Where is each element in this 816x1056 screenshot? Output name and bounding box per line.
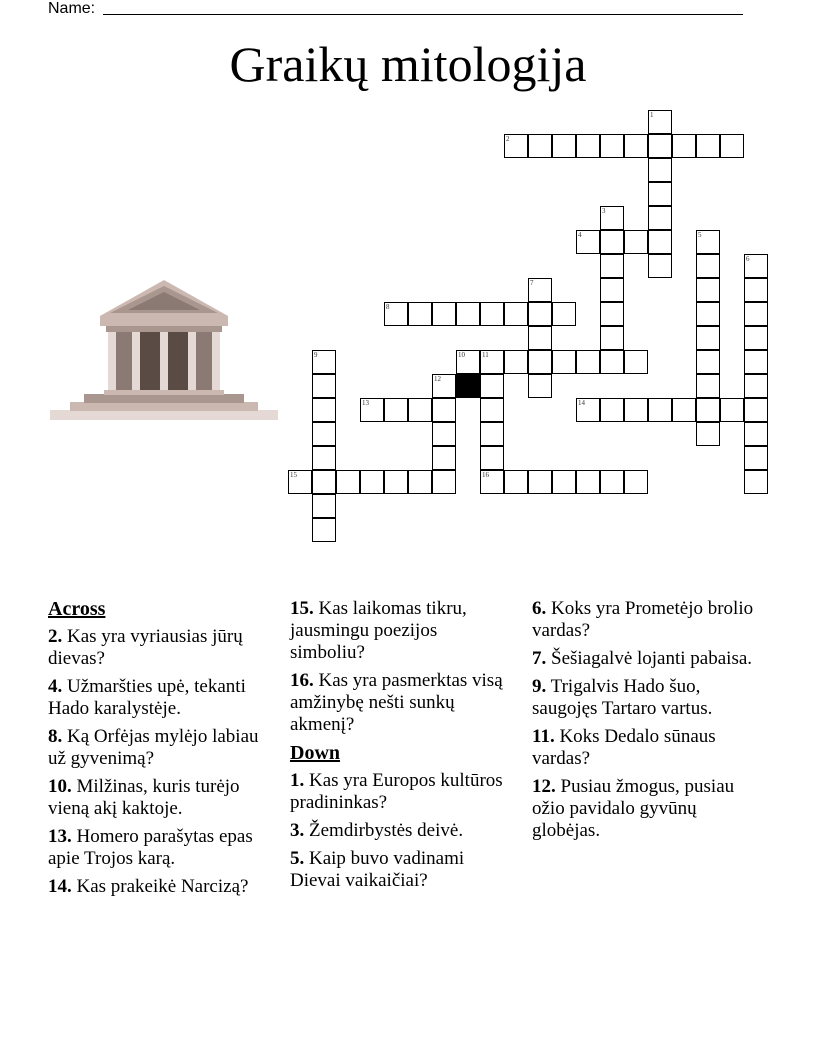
grid-cell[interactable] bbox=[504, 134, 528, 158]
grid-cell[interactable] bbox=[528, 350, 552, 374]
grid-cell[interactable] bbox=[408, 470, 432, 494]
grid-cell[interactable] bbox=[384, 470, 408, 494]
grid-cell[interactable] bbox=[528, 278, 552, 302]
grid-cell[interactable] bbox=[312, 470, 336, 494]
grid-cell[interactable] bbox=[480, 374, 504, 398]
clue-down-1: 1. Kas yra Europos kultūros pradininkas? bbox=[290, 770, 503, 813]
grid-cell[interactable] bbox=[648, 158, 672, 182]
grid-cell[interactable] bbox=[384, 398, 408, 422]
grid-cell[interactable] bbox=[648, 398, 672, 422]
grid-cell[interactable] bbox=[336, 470, 360, 494]
grid-cell[interactable] bbox=[312, 350, 336, 374]
grid-cell[interactable] bbox=[744, 398, 768, 422]
grid-cell[interactable] bbox=[480, 398, 504, 422]
clue-down-11: 11. Koks Dedalo sūnaus vardas? bbox=[532, 726, 716, 769]
grid-cell[interactable] bbox=[504, 302, 528, 326]
clues-column-2 bbox=[290, 598, 516, 898]
grid-cell[interactable] bbox=[648, 110, 672, 134]
grid-cell[interactable] bbox=[624, 398, 648, 422]
grid-cell[interactable] bbox=[648, 206, 672, 230]
clue-across-10: 10. Milžinas, kuris turėjo vieną akį kaktoje. bbox=[48, 776, 240, 819]
grid-cell[interactable] bbox=[696, 230, 720, 254]
clue-down-7: 7. Šešiagalvė lojanti pabaisa. bbox=[532, 648, 753, 669]
grid-cell[interactable] bbox=[648, 182, 672, 206]
grid-cell[interactable] bbox=[432, 446, 456, 470]
grid-cell[interactable] bbox=[600, 134, 624, 158]
grid-cell[interactable] bbox=[360, 398, 384, 422]
grid-cell[interactable] bbox=[600, 326, 624, 350]
grid-cell[interactable] bbox=[456, 302, 480, 326]
grid-cell[interactable] bbox=[480, 422, 504, 446]
clue-down-12: 12. Pusiau žmogus, pusiau ožio pavidalo gyvūnų globėjas. bbox=[532, 776, 735, 841]
grid-number: 16 bbox=[482, 471, 489, 479]
grid-cell[interactable] bbox=[696, 278, 720, 302]
grid-cell[interactable] bbox=[528, 374, 552, 398]
grid-cell[interactable] bbox=[456, 350, 480, 374]
grid-cell[interactable] bbox=[312, 398, 336, 422]
grid-cell[interactable] bbox=[600, 206, 624, 230]
grid-cell[interactable] bbox=[408, 302, 432, 326]
clue-down-9: 9. Trigalvis Hado šuo, saugojęs Tartaro vartus. bbox=[532, 676, 713, 719]
grid-cell[interactable] bbox=[432, 374, 456, 398]
grid-cell[interactable] bbox=[744, 470, 768, 494]
grid-cell[interactable] bbox=[504, 350, 528, 374]
clue-across-16: 16. Kas yra pasmerktas visą amžinybę nešti sunkų akmenį? bbox=[290, 670, 503, 735]
grid-cell[interactable] bbox=[480, 446, 504, 470]
grid-cell[interactable] bbox=[576, 134, 600, 158]
grid-cell[interactable] bbox=[312, 494, 336, 518]
grid-cell[interactable] bbox=[720, 134, 744, 158]
grid-cell[interactable] bbox=[696, 302, 720, 326]
grid-cell[interactable] bbox=[576, 470, 600, 494]
grid-cell[interactable] bbox=[744, 374, 768, 398]
grid-cell[interactable] bbox=[552, 302, 576, 326]
grid-cell[interactable] bbox=[744, 446, 768, 470]
grid-cell[interactable] bbox=[672, 134, 696, 158]
grid-cell[interactable] bbox=[528, 134, 552, 158]
grid-cell[interactable] bbox=[312, 518, 336, 542]
grid-number: 10 bbox=[458, 351, 465, 359]
grid-cell[interactable] bbox=[408, 398, 432, 422]
grid-cell[interactable] bbox=[600, 398, 624, 422]
grid-cell[interactable] bbox=[648, 254, 672, 278]
grid-cell[interactable] bbox=[696, 422, 720, 446]
across-heading: Across bbox=[48, 598, 106, 620]
clue-across-8: 8. Ką Orfėjas mylėjo labiau už gyvenimą? bbox=[48, 726, 259, 769]
grid-cell[interactable] bbox=[528, 470, 552, 494]
grid-cell[interactable] bbox=[528, 326, 552, 350]
grid-cell[interactable] bbox=[576, 398, 600, 422]
grid-cell[interactable] bbox=[600, 302, 624, 326]
grid-number: 3 bbox=[602, 207, 606, 215]
grid-cell[interactable] bbox=[600, 230, 624, 254]
grid-cell[interactable] bbox=[696, 350, 720, 374]
down-heading: Down bbox=[290, 742, 341, 764]
grid-cell[interactable] bbox=[528, 302, 552, 326]
grid-cell[interactable] bbox=[600, 470, 624, 494]
grid-black-square bbox=[456, 374, 480, 398]
clues-column-3 bbox=[532, 598, 768, 848]
grid-cell[interactable] bbox=[312, 446, 336, 470]
grid-number: 9 bbox=[314, 351, 318, 359]
grid-cell[interactable] bbox=[432, 302, 456, 326]
clue-across-4: 4. Užmaršties upė, tekanti Hado karalystėje. bbox=[48, 676, 246, 719]
grid-cell[interactable] bbox=[480, 350, 504, 374]
clue-down-3: 3. Žemdirbystės deivė. bbox=[290, 820, 464, 841]
clue-down-6: 6. Koks yra Prometėjo brolio vardas? bbox=[532, 598, 754, 641]
clue-across-15: 15. Kas laikomas tikru, jausmingu poezijos simboliu? bbox=[290, 598, 467, 663]
page-title: Graikų mitologija bbox=[229, 36, 587, 92]
clues-column-1 bbox=[48, 598, 280, 904]
grid-cell[interactable] bbox=[504, 470, 528, 494]
grid-cell[interactable] bbox=[360, 470, 384, 494]
grid-number: 15 bbox=[290, 471, 297, 479]
grid-number: 1 bbox=[650, 111, 654, 119]
grid-cell[interactable] bbox=[624, 470, 648, 494]
grid-cell[interactable] bbox=[696, 254, 720, 278]
grid-number: 8 bbox=[386, 303, 390, 311]
grid-cell[interactable] bbox=[480, 470, 504, 494]
grid-cell[interactable] bbox=[312, 374, 336, 398]
grid-cell[interactable] bbox=[552, 470, 576, 494]
grid-cell[interactable] bbox=[720, 398, 744, 422]
grid-cell[interactable] bbox=[600, 278, 624, 302]
grid-cell[interactable] bbox=[696, 398, 720, 422]
grid-cell[interactable] bbox=[624, 230, 648, 254]
grid-cell[interactable] bbox=[552, 350, 576, 374]
clue-across-13: 13. Homero parašytas epas apie Trojos karą. bbox=[48, 826, 253, 869]
clue-across-14: 14. Kas prakeikė Narcizą? bbox=[48, 876, 249, 897]
grid-cell[interactable] bbox=[744, 278, 768, 302]
grid-cell[interactable] bbox=[576, 230, 600, 254]
grid-cell[interactable] bbox=[696, 134, 720, 158]
grid-cell[interactable] bbox=[744, 326, 768, 350]
grid-cell[interactable] bbox=[672, 398, 696, 422]
grid-cell[interactable] bbox=[744, 302, 768, 326]
grid-number: 5 bbox=[698, 231, 702, 239]
grid-cell[interactable] bbox=[432, 422, 456, 446]
grid-cell[interactable] bbox=[384, 302, 408, 326]
grid-number: 13 bbox=[362, 399, 369, 407]
grid-number: 7 bbox=[530, 279, 534, 287]
grid-number: 2 bbox=[506, 135, 510, 143]
grid-cell[interactable] bbox=[600, 350, 624, 374]
grid-cell[interactable] bbox=[648, 134, 672, 158]
grid-cell[interactable] bbox=[744, 254, 768, 278]
grid-cell[interactable] bbox=[624, 134, 648, 158]
grid-number: 12 bbox=[434, 375, 441, 383]
grid-cell[interactable] bbox=[480, 302, 504, 326]
grid-cell[interactable] bbox=[312, 422, 336, 446]
grid-cell[interactable] bbox=[576, 350, 600, 374]
grid-cell[interactable] bbox=[600, 254, 624, 278]
grid-cell[interactable] bbox=[624, 350, 648, 374]
grid-cell[interactable] bbox=[432, 470, 456, 494]
grid-cell[interactable] bbox=[696, 326, 720, 350]
grid-number: 11 bbox=[482, 351, 489, 359]
grid-number: 4 bbox=[578, 231, 582, 239]
grid-number: 14 bbox=[578, 399, 585, 407]
grid-cell[interactable] bbox=[288, 470, 312, 494]
grid-cell[interactable] bbox=[744, 350, 768, 374]
grid-number: 6 bbox=[746, 255, 750, 263]
grid-cell[interactable] bbox=[696, 374, 720, 398]
grid-cell[interactable] bbox=[744, 422, 768, 446]
name-label: Name: bbox=[48, 0, 96, 17]
grid-cell[interactable] bbox=[552, 134, 576, 158]
clue-down-5: 5. Kaip buvo vadinami Dievai vaikaičiai? bbox=[290, 848, 465, 891]
grid-cell[interactable] bbox=[648, 230, 672, 254]
grid-cell[interactable] bbox=[432, 398, 456, 422]
clue-across-2: 2. Kas yra vyriausias jūrų dievas? bbox=[48, 626, 243, 669]
